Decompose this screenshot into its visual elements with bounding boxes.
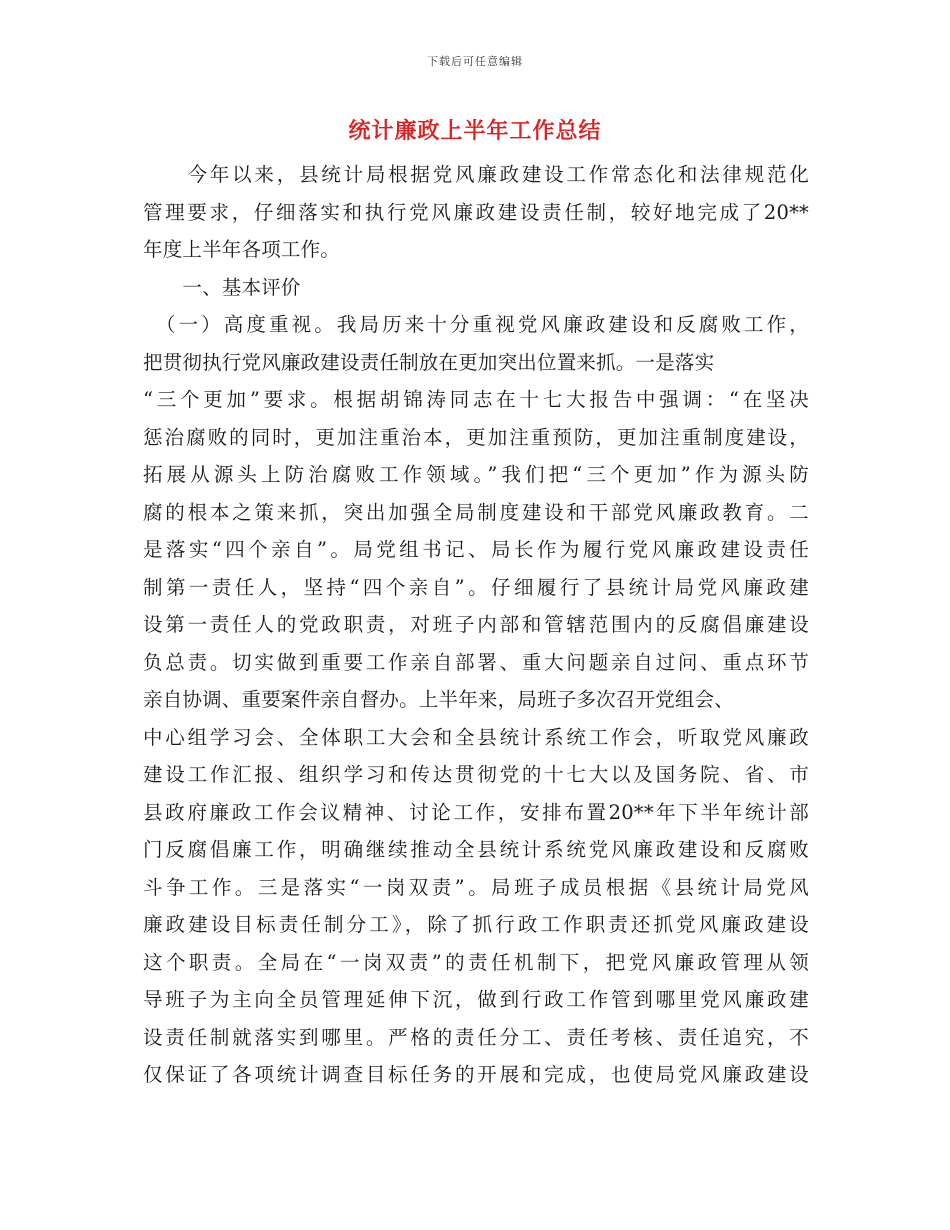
header-note: 下载后可任意编辑 [427, 55, 523, 68]
body-line: 今年以来，县统计局根据党风廉政建设工作常态化和法律规范化 [143, 163, 809, 186]
body-line: 拓展从源头上防治腐败工作领域。”我们把“三个更加”作为源头防 [143, 463, 809, 486]
body-line: 县政府廉政工作会议精神、讨论工作，安排布置20**年下半年统计部 [143, 800, 809, 824]
body-line: 腐的根本之策来抓，突出加强全局制度建设和干部党风廉政教育。二 [143, 500, 809, 524]
body-line: 设第一责任人的党政职责，对班子内部和管辖范围内的反腐倡廉建设 [143, 613, 809, 636]
body-line: 建设工作汇报、组织学习和传达贯彻党的十七大以及国务院、省、市 [143, 763, 809, 786]
body-line: 负总责。切实做到重要工作亲自部署、重大问题亲自过问、重点环节 [143, 650, 809, 674]
body-line: 管理要求，仔细落实和执行党风廉政建设责任制，较好地完成了20** [143, 200, 809, 224]
body-line: 一、基本评价 [143, 275, 301, 299]
document-title: 统计廉政上半年工作总结 [348, 118, 602, 144]
body-line: 是落实“四个亲自”。局党组书记、局长作为履行党风廉政建设责任 [143, 538, 809, 561]
body-line: 仅保证了各项统计调查目标任务的开展和完成，也使局党风廉政建设 [143, 1063, 809, 1086]
document-body [143, 156, 809, 1094]
body-line: 导班子为主向全员管理延伸下沉，做到行政工作管到哪里党风廉政建 [143, 988, 809, 1011]
body-line: 制第一责任人，坚持“四个亲自”。仔细履行了县统计局党风廉政建 [143, 575, 809, 599]
body-line: 亲自协调、重要案件亲自督办。上半年来，局班子多次召开党组会、 [143, 688, 735, 711]
body-line: 门反腐倡廉工作，明确继续推动全县统计系统党风廉政建设和反腐败 [143, 838, 809, 861]
body-line: 设责任制就落实到哪里。严格的责任分工、责任考核、责任追究，不 [143, 1025, 809, 1049]
body-line: 年度上半年各项工作。 [143, 238, 341, 261]
body-line: 斗争工作。三是落实“一岗双责”。局班子成员根据《县统计局党风 [143, 875, 809, 899]
body-line: 把贯彻执行党风廉政建设责任制放在更加突出位置来抓。一是落实 [143, 350, 715, 374]
body-line: 惩治腐败的同时，更加注重治本，更加注重预防，更加注重制度建设， [143, 425, 809, 449]
body-line: “三个更加”要求。根据胡锦涛同志在十七大报告中强调：“在坚决 [143, 388, 809, 411]
body-line: （一）高度重视。我局历来十分重视党风廉政建设和反腐败工作， [143, 313, 809, 336]
body-line: 中心组学习会、全体职工大会和全县统计系统工作会，听取党风廉政 [143, 725, 809, 749]
body-line: 廉政建设目标责任制分工》，除了抓行政工作职责还抓党风廉政建设 [143, 913, 809, 936]
body-line: 这个职责。全局在“一岗双责”的责任机制下，把党风廉政管理从领 [143, 950, 809, 974]
